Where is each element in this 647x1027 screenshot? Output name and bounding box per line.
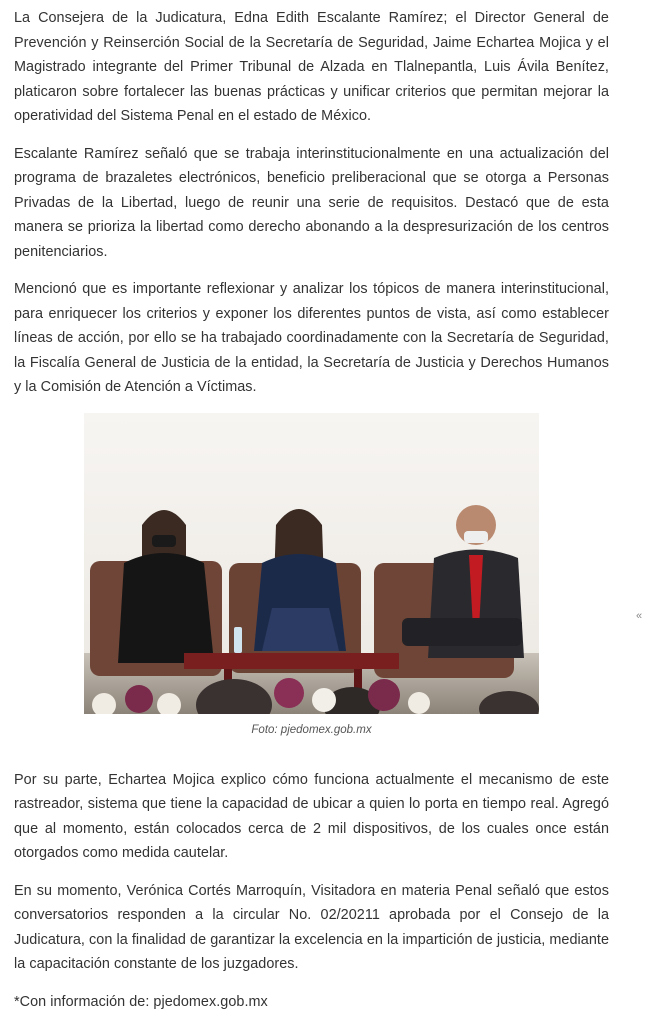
source-note: *Con información de: pjedomex.gob.mx: [14, 993, 268, 1010]
figure-spacer: [14, 738, 609, 768]
paragraph-2: Escalante Ramírez señaló que se trabaja interinstitucionalmente en una actualización del programa de brazaletes electrónicos, beneficio preliberacional que se otorga a Personas Privadas de la Libertad, luego de reunir una serie de requisitos. Destacó que de esta manera se prioriza la libertad como derecho abonando a la despresurización de los centros penitenciarios.: [14, 145, 609, 260]
article-figure: [84, 413, 539, 738]
paragraph-4: Por su parte, Echartea Mojica explico cómo funciona actualmente el mecanismo de este rastreador, sistema que tiene la capacidad de ubicar a quien lo porta en tiempo real. Agregó que al momento, están colocados cerca de 2 mil dispositivos, de los cuales once están otorgados como medida cautelar.: [14, 771, 609, 861]
paragraph-3: Mencionó que es importante reflexionar y analizar los tópicos de manera interinstitucional, para enriquecer los criterios y exponer los diferentes puntos de vista, así como establecer líneas de acción, por ello se ha trabajado coordinadamente con la Secretaría de Seguridad, la Fiscalía General de Justicia de la entidad, la Secretaría de Justicia y Derechos Humanos y la Comisión de Atención a Víctimas.: [14, 281, 609, 395]
article-body: [14, 6, 609, 1027]
paragraph-1: La Consejera de la Judicatura, Edna Edith Escalante Ramírez; el Director General de Prevención y Reinserción Social de la Secretaría de Seguridad, Jaime Echartea Mojica y el Magistrado integrante del Primer Tribunal de Alzada en Tlalnepantla, Luis Ávila Benítez, platicaron sobre fortalecer las buenas prácticas y unificar criterios que permitan mejorar la operatividad del Sistema Penal en el estado de México.: [14, 10, 609, 124]
collapse-arrow-icon[interactable]: «: [636, 610, 643, 622]
photo-caption: Foto: pjedomex.gob.mx: [251, 723, 372, 736]
paragraph-5: En su momento, Verónica Cortés Marroquín, Visitadora en materia Penal señaló que estos conversatorios responden a la circular No. 02/20211 aprobada por el Consejo de la Judicatura, con la finalidad de garantizar la excelencia en la impartición de justicia, mediante la capacitación constante de los juzgadores.: [14, 882, 609, 972]
panel-photo[interactable]: [84, 413, 539, 714]
